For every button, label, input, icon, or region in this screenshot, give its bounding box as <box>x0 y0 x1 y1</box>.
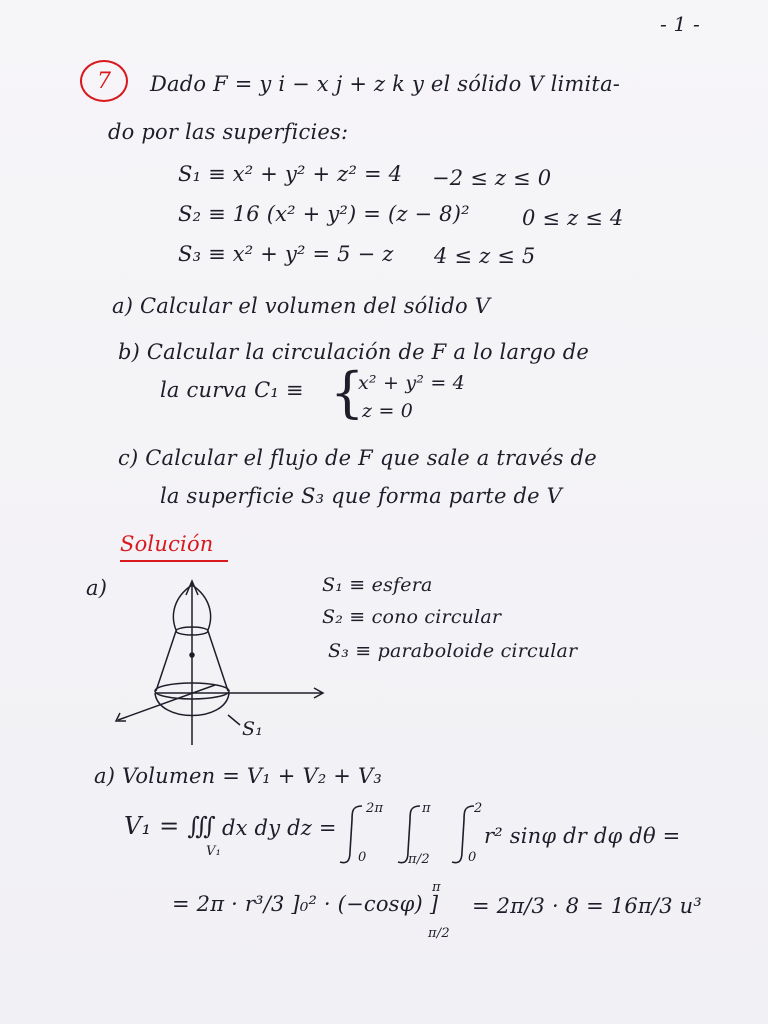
volume-sum-line: a) Volumen = V₁ + V₂ + V₃ <box>94 764 382 788</box>
v1-limit-lower-phi: π/2 <box>408 852 430 867</box>
page-number: - 1 - <box>660 12 700 36</box>
surface-s2-equation: S₂ ≡ 16 (x² + y²) = (z − 8)² <box>178 202 470 226</box>
s2-description: S₂ ≡ cono circular <box>322 606 502 628</box>
solid-sketch <box>110 575 335 750</box>
v1-limit-lower-r: 0 <box>468 850 477 865</box>
v1-limit-upper-theta: 2π <box>366 801 384 816</box>
sketch-s1-label: S₁ <box>242 718 264 740</box>
v1-evaluation: = 2π · r³/3 ]₀² · (−cosφ) ] <box>172 892 439 916</box>
part-c-text-continued: la superficie S₃ que forma parte de V <box>160 484 562 508</box>
problem-number: 7 <box>97 68 111 94</box>
part-a-text: a) Calcular el volumen del sólido V <box>112 294 491 318</box>
problem-intro-continued: do por las superficies: <box>108 120 349 144</box>
part-b-text: b) Calcular la circulación de F a lo largo de <box>118 340 590 364</box>
surface-s2-range: 0 ≤ z ≤ 4 <box>522 206 624 230</box>
surface-s3-range: 4 ≤ z ≤ 5 <box>434 244 536 268</box>
v1-result: = 2π/3 · 8 = 16π/3 u³ <box>472 894 702 918</box>
v1-lhs: V₁ = ∭ <box>124 812 216 840</box>
curve-equation-2: z = 0 <box>362 400 414 422</box>
v1-eval-limit-upper: π <box>432 880 441 895</box>
curve-brace: { <box>330 361 365 424</box>
v1-eval-limit-lower: π/2 <box>428 926 450 941</box>
part-c-text: c) Calcular el flujo de F que sale a través de <box>118 446 597 470</box>
s3-description: S₃ ≡ paraboloide circular <box>328 640 578 662</box>
curve-equation-1: x² + y² = 4 <box>358 372 465 394</box>
surface-s1-equation: S₁ ≡ x² + y² + z² = 4 <box>178 162 403 186</box>
v1-limit-upper-phi: π <box>422 801 431 816</box>
v1-limit-upper-r: 2 <box>474 801 483 816</box>
v1-integrand-spherical: r² sinφ dr dφ dθ = <box>484 824 681 848</box>
solution-heading-underline <box>120 560 228 562</box>
problem-intro: Dado F = y i − x j + z k y el sólido V limita- <box>150 72 621 96</box>
solution-part-a-label: a) <box>86 576 108 600</box>
solution-heading: Solución <box>120 532 214 556</box>
surface-s1-range: −2 ≤ z ≤ 0 <box>432 166 552 190</box>
part-b-curve-label: la curva C₁ ≡ <box>160 378 304 402</box>
v1-limit-lower-theta: 0 <box>358 850 367 865</box>
problem-number-badge <box>80 60 128 102</box>
s1-description: S₁ ≡ esfera <box>322 574 433 596</box>
v1-region-subscript: V₁ <box>206 844 221 859</box>
v1-integrand: dx dy dz = <box>222 816 337 840</box>
surface-s3-equation: S₃ ≡ x² + y² = 5 − z <box>178 242 394 266</box>
